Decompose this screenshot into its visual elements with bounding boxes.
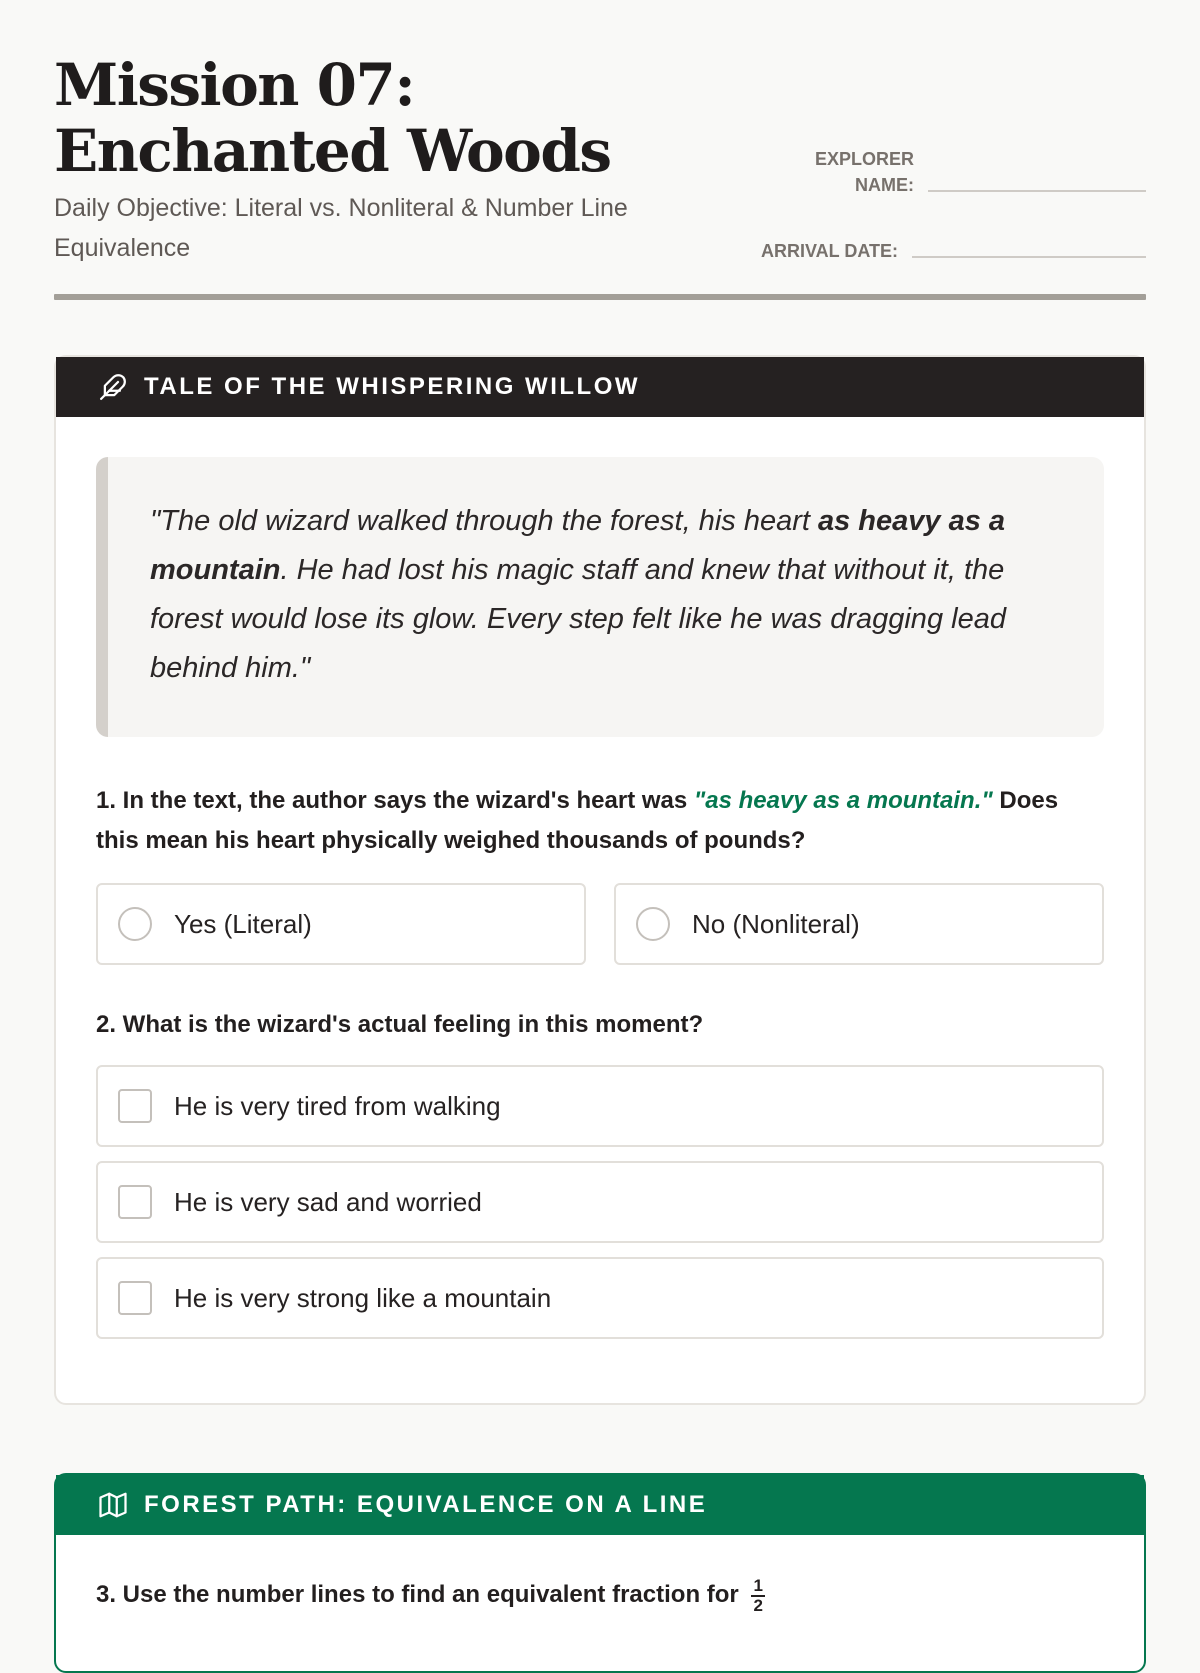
passage-text-end: . He had lost his magic staff and knew that without it, the forest would lose its glow. Every step felt like he was dragging lead behind him." [150,554,1006,684]
story-card-header [56,357,1144,417]
radio-button[interactable] [118,907,152,941]
option-strong[interactable] [96,1257,1104,1339]
story-passage [96,457,1104,737]
feather-icon [98,372,128,402]
question-1-options [96,883,1104,965]
question-3-text: 3. Use the number lines to find an equivalent fraction for [96,1581,739,1608]
option-tired[interactable] [96,1065,1104,1147]
header-divider [54,294,1146,300]
question-2-options [96,1065,1104,1339]
fraction-numerator: 1 [753,1575,763,1595]
arrival-date-label: ARRIVAL DATE: [761,241,898,261]
question-1-prefix: 1. In the text, the author says the wizard's heart was [96,787,694,814]
question-1 [96,781,1104,861]
math-card [54,1473,1146,1673]
worksheet-header [54,0,1146,302]
passage-simile: as heavy as a mountain [150,505,1006,586]
option-label: He is very tired from walking [174,1090,501,1121]
explorer-name-field[interactable] [928,146,1146,192]
story-card-body [56,457,1144,1339]
question-1-suffix: Does this mean his heart physically weighed thousands of pounds? [96,787,1059,854]
page-title: Mission 07: Enchanted Woods [54,51,611,185]
student-info [754,146,1146,278]
passage-text-start: "The old wizard walked through the forest, his heart [150,505,818,537]
option-label: No (Nonliteral) [692,908,860,939]
math-card-header [56,1475,1144,1535]
option-literal[interactable] [96,883,586,965]
map-icon [98,1490,128,1520]
math-section-title: FOREST PATH: EQUIVALENCE ON A LINE [144,1491,708,1518]
question-3 [96,1575,1104,1615]
option-label: He is very strong like a mountain [174,1282,552,1313]
story-card [54,355,1146,1405]
option-sad[interactable] [96,1161,1104,1243]
math-card-body [56,1575,1144,1615]
question-2: 2. What is the wizard's actual feeling in this moment? [96,1011,704,1038]
fraction-one-half [751,1577,764,1615]
question-1-quote: "as heavy as a mountain." [693,787,993,814]
checkbox[interactable] [118,1281,152,1315]
option-label: He is very sad and worried [174,1186,482,1217]
arrival-date-row [754,212,1146,264]
fraction-denominator: 2 [753,1595,763,1615]
arrival-date-field[interactable] [912,212,1146,258]
option-nonliteral[interactable] [614,883,1104,965]
story-section-title: TALE OF THE WHISPERING WILLOW [144,373,641,400]
explorer-name-row [754,146,1146,198]
explorer-name-label: EXPLORER NAME: [814,149,914,195]
option-label: Yes (Literal) [174,908,312,939]
checkbox[interactable] [118,1185,152,1219]
checkbox[interactable] [118,1089,152,1123]
radio-button[interactable] [636,907,670,941]
page-subtitle: Daily Objective: Literal vs. Nonliteral & Number Line Equivalence [54,194,628,262]
